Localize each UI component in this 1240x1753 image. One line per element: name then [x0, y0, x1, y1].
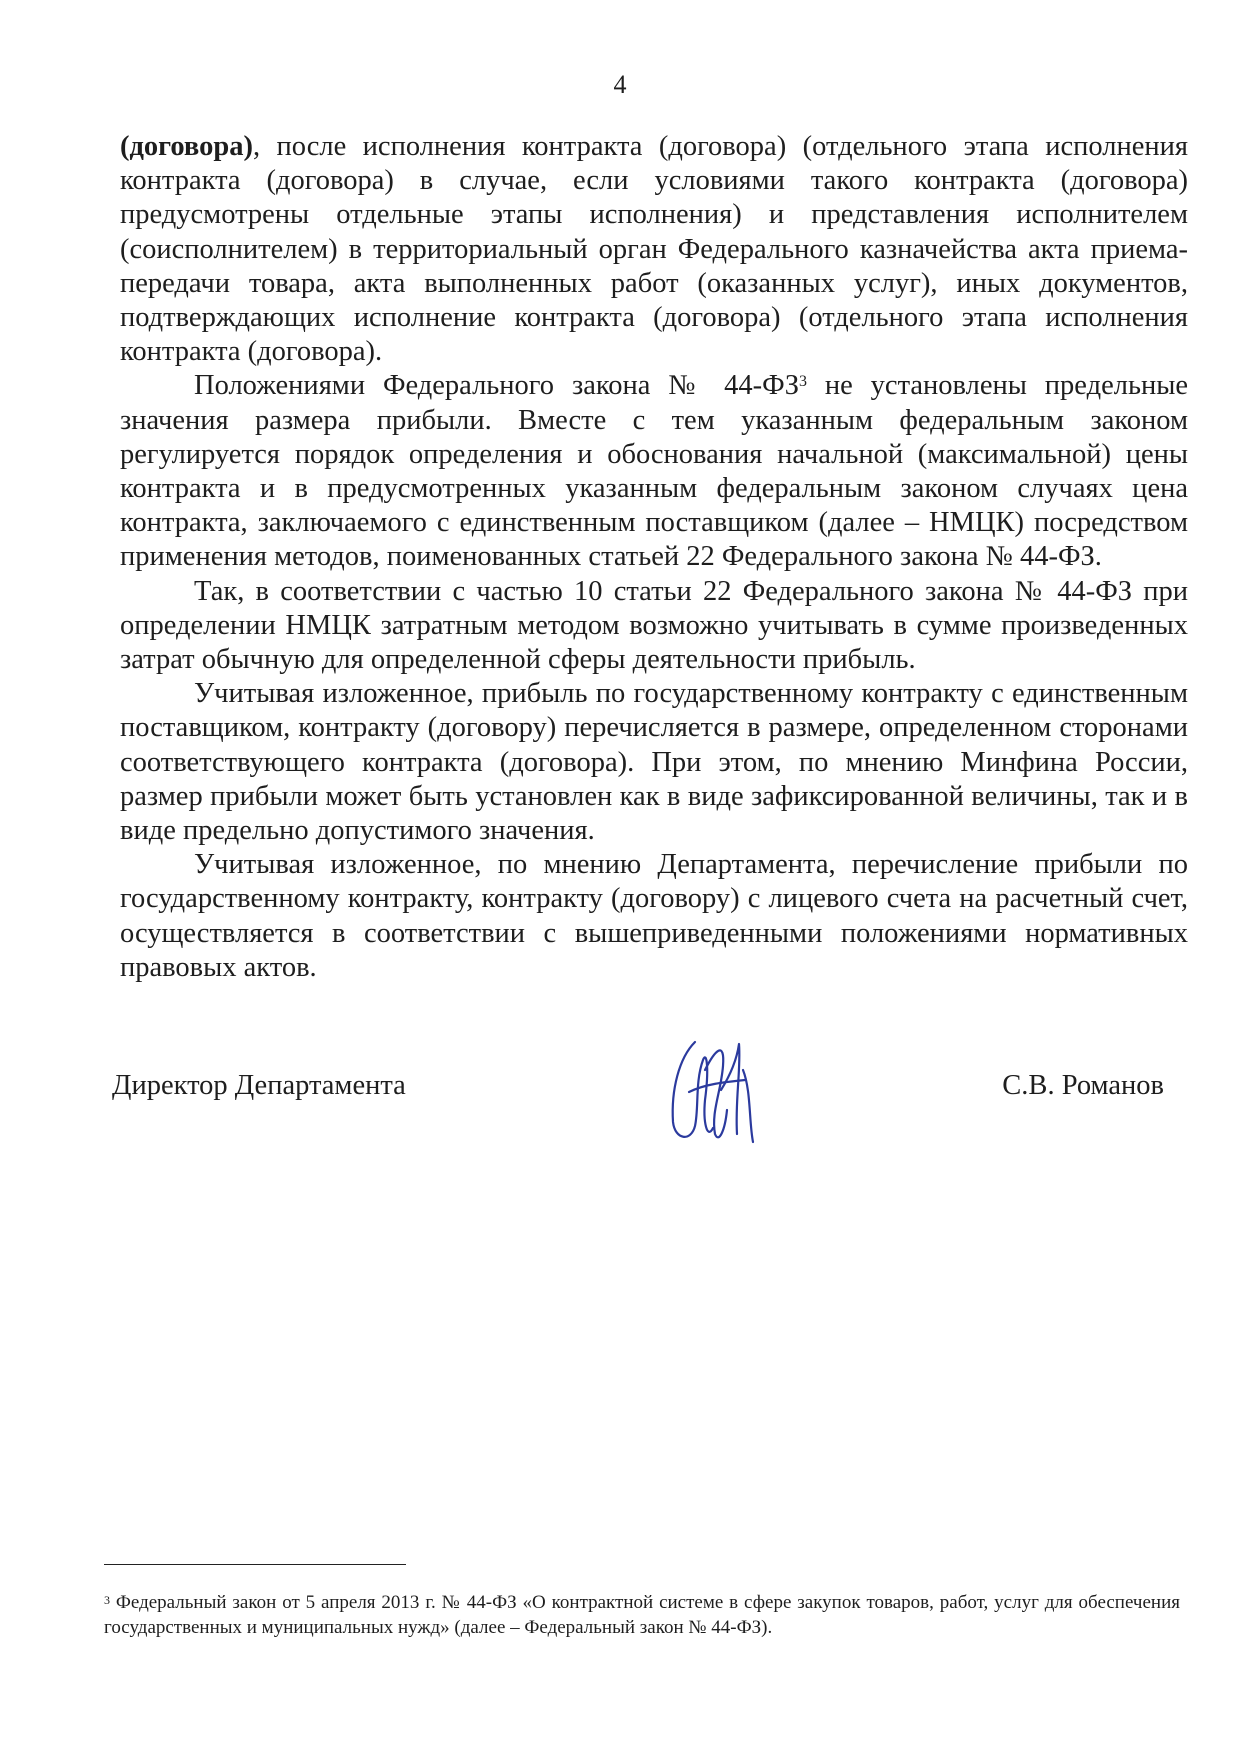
paragraph-2: [120, 369, 1188, 574]
paragraph-2-text-after: не установлены предельные значения размера прибыли. Вместе с тем указанным федеральным законом регулируется порядок определения и обоснования начальной (максимальной) цены контракта и в предусмотренных указанным федеральным законом случаях цена контракта, заключаемого с единственным поставщиком (далее – НМЦК) посредством применения методов, поименованных статьей 22 Федерального закона № 44-ФЗ.: [120, 370, 1188, 573]
footnote-divider: [104, 1564, 406, 1565]
paragraph-1-bold-lead: (договора): [120, 131, 253, 162]
paragraph-1: [120, 130, 1188, 369]
signer-name: С.В. Романов: [1002, 1070, 1164, 1101]
paragraph-2-text-before: Положениями Федерального закона № 44-ФЗ: [194, 370, 799, 402]
paragraph-3: Так, в соответствии с частью 10 статьи 22 Федерального закона № 44-ФЗ при определении НМЦК затратным методом возможно учитывать в сумме произведенных затрат обычную для определенной сферы деятельности прибыль.: [120, 575, 1188, 676]
paragraph-5: Учитывая изложенное, по мнению Департамента, перечисление прибыли по государственному контракту, контракту (договору) с лицевого счета на расчетный счет, осуществляется в соответствии с вышеприведенными положениями нормативных правовых актов.: [120, 849, 1188, 983]
footnote: [104, 1590, 1180, 1640]
letter-body: [120, 130, 1188, 985]
footnote-text: Федеральный закон от 5 апреля 2013 г. № 44-ФЗ «О контрактной системе в сфере закупок товаров, работ, услуг для обеспечения государственных и муниципальных нужд» (далее – Федеральный закон № 44-ФЗ).: [104, 1592, 1180, 1638]
signature-block: [112, 1070, 1164, 1130]
footnote-number: 3: [104, 1593, 110, 1607]
handwritten-signature: [665, 1030, 760, 1150]
footnote-reference: 3: [798, 373, 807, 391]
paragraph-4: Учитывая изложенное, прибыль по государственному контракту с единственным поставщиком, контракту (договору) перечисляется в размере, определенном сторонами соответствующего контракта (договора). При этом, по мнению Минфина России, размер прибыли может быть установлен как в виде зафиксированной величины, так и в виде предельно допустимого значения.: [120, 678, 1188, 847]
paragraph-1-text: , после исполнения контракта (договора) (отдельного этапа исполнения контракта (договора) в случае, если условиями такого контракта (договора) предусмотрены отдельные этапы исполнения) и представления исполнителем (соисполнителем) в территориальный орган Федерального казначейства акта приема-передачи товара, акта выполненных работ (оказанных услуг), иных документов, подтверждающих исполнение контракта (договора) (отдельного этапа исполнения контракта (договора).: [120, 131, 1188, 368]
signer-title: Директор Департамента: [112, 1070, 406, 1101]
page-number: 4: [613, 70, 627, 99]
